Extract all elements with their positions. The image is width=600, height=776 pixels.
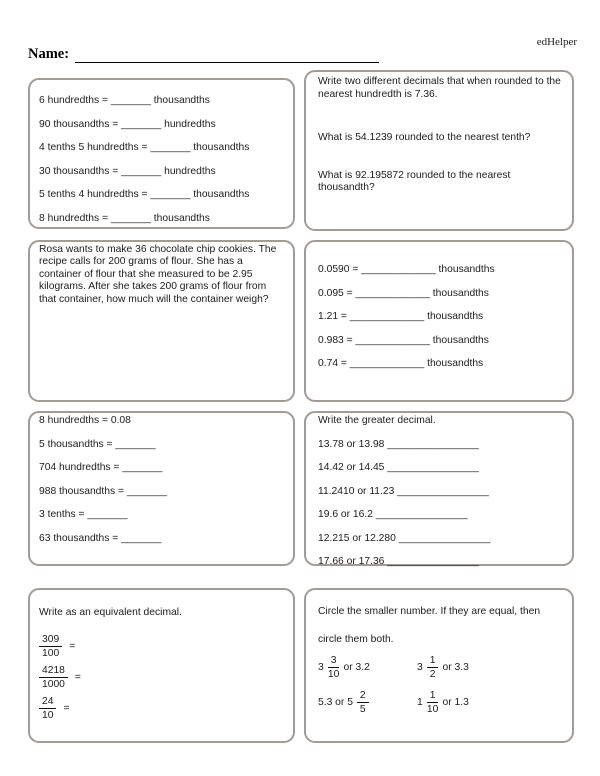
fraction-denominator: 5: [359, 704, 366, 715]
comparison-decimal: or 1.3: [442, 697, 469, 708]
problem-line: 988 thousandths = _______: [39, 485, 167, 497]
problem-line: 17.66 or 17.36 ________________: [318, 556, 479, 567]
comparison-decimal: 5.3 or 5: [318, 697, 353, 708]
problem-line: 90 thousandths = _______ hundredths: [39, 118, 216, 130]
fraction-problem: [39, 664, 285, 690]
fraction-problem: [39, 695, 285, 721]
problem-line: 0.0590 = _____________ thousandths: [318, 264, 495, 275]
mixed-number-whole: 1: [417, 697, 423, 708]
problem-line: 704 hundredths = _______: [39, 462, 163, 473]
problem-line: 8 hundredths = _______ thousandths: [39, 212, 210, 224]
fraction-denominator: 10: [426, 704, 439, 715]
problem-line: 0.983 = _____________ thousandths: [318, 334, 489, 346]
fraction-denominator: 10: [42, 709, 54, 721]
mixed-number-whole: 3: [318, 662, 324, 673]
comparison-decimal: or 3.2: [343, 662, 370, 673]
conversions-box-1: [28, 78, 295, 229]
rounding-question: Write two different decimals that when rounded to the nearest hundredth is 7.36.: [318, 76, 561, 100]
fraction: [357, 690, 369, 715]
rounding-questions-box: [304, 70, 574, 231]
fraction-numerator: 2: [357, 690, 369, 703]
equivalent-decimal-box: [28, 588, 295, 743]
fraction: [39, 634, 62, 659]
fraction-denominator: 10: [327, 669, 340, 680]
fraction-numerator: 309: [39, 634, 62, 647]
problem-line: 8 hundredths = 0.08: [39, 415, 131, 426]
name-blank-line: [75, 48, 379, 63]
instruction-line: circle them both.: [318, 634, 394, 645]
mixed-number-whole: 3: [417, 662, 423, 673]
fraction-denominator: 2: [429, 669, 436, 680]
section-title: Write as an equivalent decimal.: [39, 607, 182, 618]
problem-line: 63 thousandths = _______: [39, 532, 162, 544]
fraction: [427, 690, 439, 715]
brand-logo: edHelper: [536, 36, 577, 48]
fraction: [328, 655, 340, 680]
problem-line: 1.21 = _____________ thousandths: [318, 311, 484, 322]
fraction-problem: [39, 633, 285, 659]
instruction-line: Circle the smaller number. If they are equal, then: [318, 606, 541, 617]
comparison-row: [318, 655, 562, 680]
fraction: [427, 655, 439, 680]
problem-line: 0.095 = _____________ thousandths: [318, 287, 489, 299]
problem-line: 12.215 or 12.280 ________________: [318, 532, 491, 544]
greater-decimal-box: [304, 411, 574, 566]
problem-line: 4 tenths 5 hundredths = _______ thousandths: [39, 142, 250, 153]
name-label: Name:: [28, 46, 70, 62]
fraction-numerator: 1: [427, 655, 439, 668]
comparison-problem: [318, 655, 417, 680]
problem-line: 30 thousandths = _______ hundredths: [39, 165, 216, 177]
fraction-numerator: 3: [328, 655, 340, 668]
rounding-question: What is 92.195872 rounded to the nearest thousandth?: [318, 169, 511, 194]
equals-sign: =: [63, 702, 70, 714]
rounding-question: What is 54.1239 rounded to the nearest tenth?: [318, 132, 531, 144]
problem-line: 14.42 or 14.45 ________________: [318, 462, 479, 473]
equals-sign: =: [69, 640, 76, 652]
fraction-denominator: 100: [42, 647, 60, 659]
problem-line: 13.78 or 13.98 ________________: [318, 438, 479, 450]
circle-smaller-box: [304, 588, 574, 743]
fraction: [39, 696, 56, 721]
comparison-row: [318, 690, 562, 715]
fraction-denominator: 1000: [42, 678, 65, 690]
fraction-numerator: 4218: [39, 665, 68, 678]
comparison-problem: [318, 690, 417, 715]
comparison-problem: [417, 690, 469, 715]
problem-line: 11.2410 or 11.23 ________________: [318, 485, 489, 497]
problem-line: 5 thousandths = _______: [39, 438, 156, 450]
problem-line: 0.74 = _____________ thousandths: [318, 358, 484, 369]
comparison-decimal: or 3.3: [442, 662, 469, 673]
write-decimal-box: [28, 411, 295, 566]
problem-line: 5 tenths 4 hundredths = _______ thousandths: [39, 189, 250, 200]
equals-sign: =: [74, 671, 81, 683]
word-problem-text: Rosa wants to make 36 chocolate chip cookies. The recipe calls for 200 grams of flour. She has a container of flour that she measured to be 2.95 kilograms. After she takes 200 grams of flour from that container, how much will the container weigh?: [39, 244, 277, 305]
fraction-numerator: 24: [39, 696, 56, 709]
fraction: [39, 665, 68, 690]
name-row: [28, 46, 379, 63]
problem-line: 19.6 or 16.2 ________________: [318, 509, 468, 520]
section-title: Write the greater decimal.: [318, 415, 436, 426]
problem-line: 3 tenths = _______: [39, 509, 128, 520]
fraction-numerator: 1: [427, 690, 439, 703]
comparison-problem: [417, 655, 469, 680]
decimal-to-thousandths-box: [304, 240, 574, 402]
word-problem-box: [28, 240, 295, 402]
problem-line: 6 hundredths = _______ thousandths: [39, 95, 210, 106]
